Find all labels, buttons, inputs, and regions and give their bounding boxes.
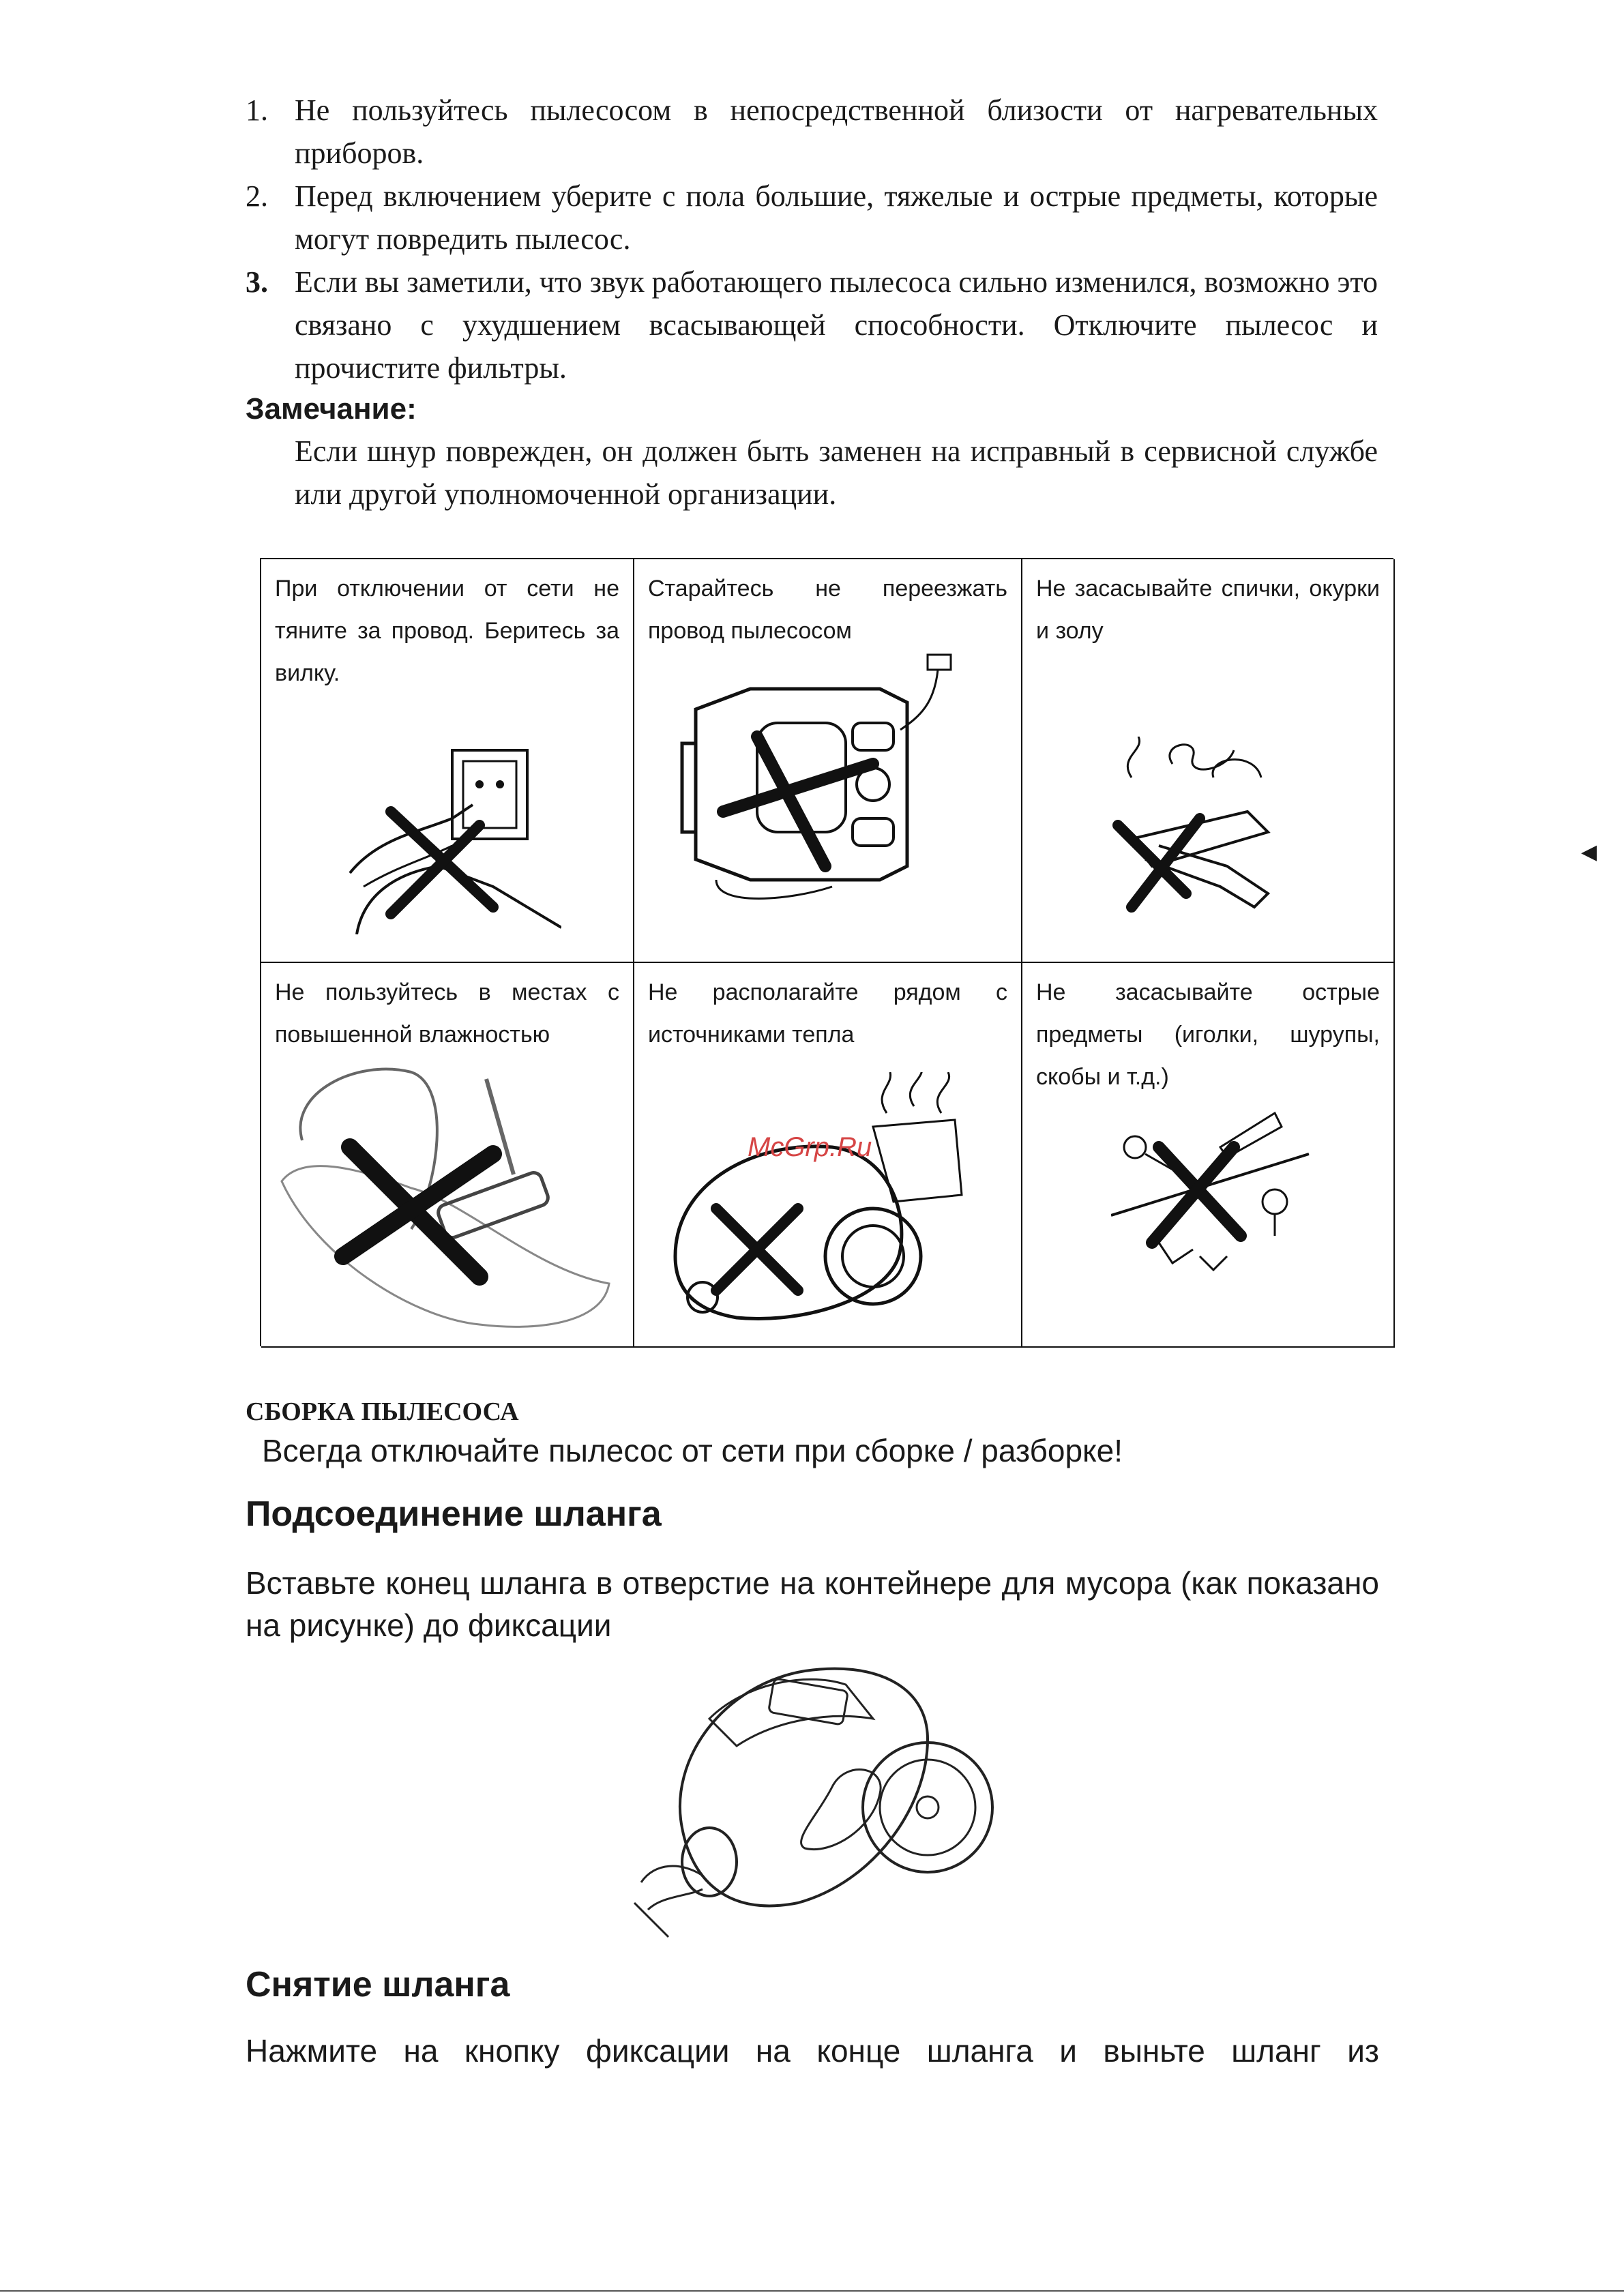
remove-hose-heading: Снятие шланга: [246, 1965, 510, 2004]
heat-source-illustration: [655, 1072, 1009, 1338]
cell-text: Не располагайте рядом с источниками тепла: [648, 979, 1007, 1048]
cell-text: Старайтесь не переезжать провод пылесосом: [648, 576, 1007, 644]
warnings-table: [260, 558, 1393, 1346]
table-cell: [261, 559, 634, 963]
cell-text: Не засасывайте спички, окурки и золу: [1036, 576, 1380, 644]
table-cell: [634, 559, 1022, 963]
note-title: Замечание:: [246, 392, 417, 426]
list-text: Не пользуйтесь пылесосом в непосредственной близости от нагревательных приборов.: [295, 93, 1378, 170]
note-text: Если шнур поврежден, он должен быть заменен на исправный в сервисной службе или другой уполномоченной организации.: [295, 434, 1378, 511]
wet-floor-illustration: [275, 1052, 623, 1338]
vacuum-hose-illustration: [628, 1657, 996, 1944]
sharp-objects-illustration: [1111, 1106, 1316, 1284]
connect-hose-text: Вставьте конец шланга в отверстие на контейнере для мусора (как показано на рисунке) до фиксации: [246, 1565, 1379, 1643]
list-number: 1.: [246, 93, 268, 127]
list-number: 2.: [246, 179, 268, 213]
list-item: [246, 175, 1378, 261]
cord-under-vacuum-illustration: [655, 641, 996, 928]
warning-text: Всегда отключайте пылесос от сети при сборке / разборке!: [262, 1433, 1123, 1468]
page-marker-arrow: ◀: [1581, 841, 1597, 863]
table-cell: [261, 963, 634, 1348]
connect-hose-heading: Подсоединение шланга: [246, 1494, 662, 1534]
table-cell: [1022, 963, 1395, 1348]
cell-text: Не пользуйтесь в местах с повышенной влажностью: [275, 979, 619, 1048]
unplug-cord-illustration: [336, 730, 561, 934]
table-cell: [1022, 559, 1395, 963]
instructions-list: [246, 89, 1378, 389]
page-bottom-divider: [0, 2290, 1624, 2292]
cell-text: Не засасывайте острые предметы (иголки, шурупы, скобы и т.д.): [1036, 979, 1380, 1090]
list-item: [246, 261, 1378, 389]
list-item: [246, 89, 1378, 175]
list-text: Перед включением уберите с пола большие, тяжелые и острые предметы, которые могут повредить пылесос.: [295, 179, 1378, 256]
list-number: 3.: [246, 265, 268, 299]
matches-ashes-illustration: [1091, 737, 1323, 928]
cell-text: При отключении от сети не тяните за провод. Беритесь за вилку.: [275, 576, 619, 686]
section-title: СБОРКА ПЫЛЕСОСА: [246, 1397, 519, 1426]
watermark: McGrp.Ru: [748, 1132, 872, 1162]
remove-hose-text: Нажмите на кнопку фиксации на конце шланга и выньте шланг из: [246, 2033, 1379, 2069]
list-text: Если вы заметили, что звук работающего пылесоса сильно изменился, возможно это связано с ухудшением всасывающей способности. Отключите пылесос и прочистите фильтры.: [295, 265, 1378, 385]
